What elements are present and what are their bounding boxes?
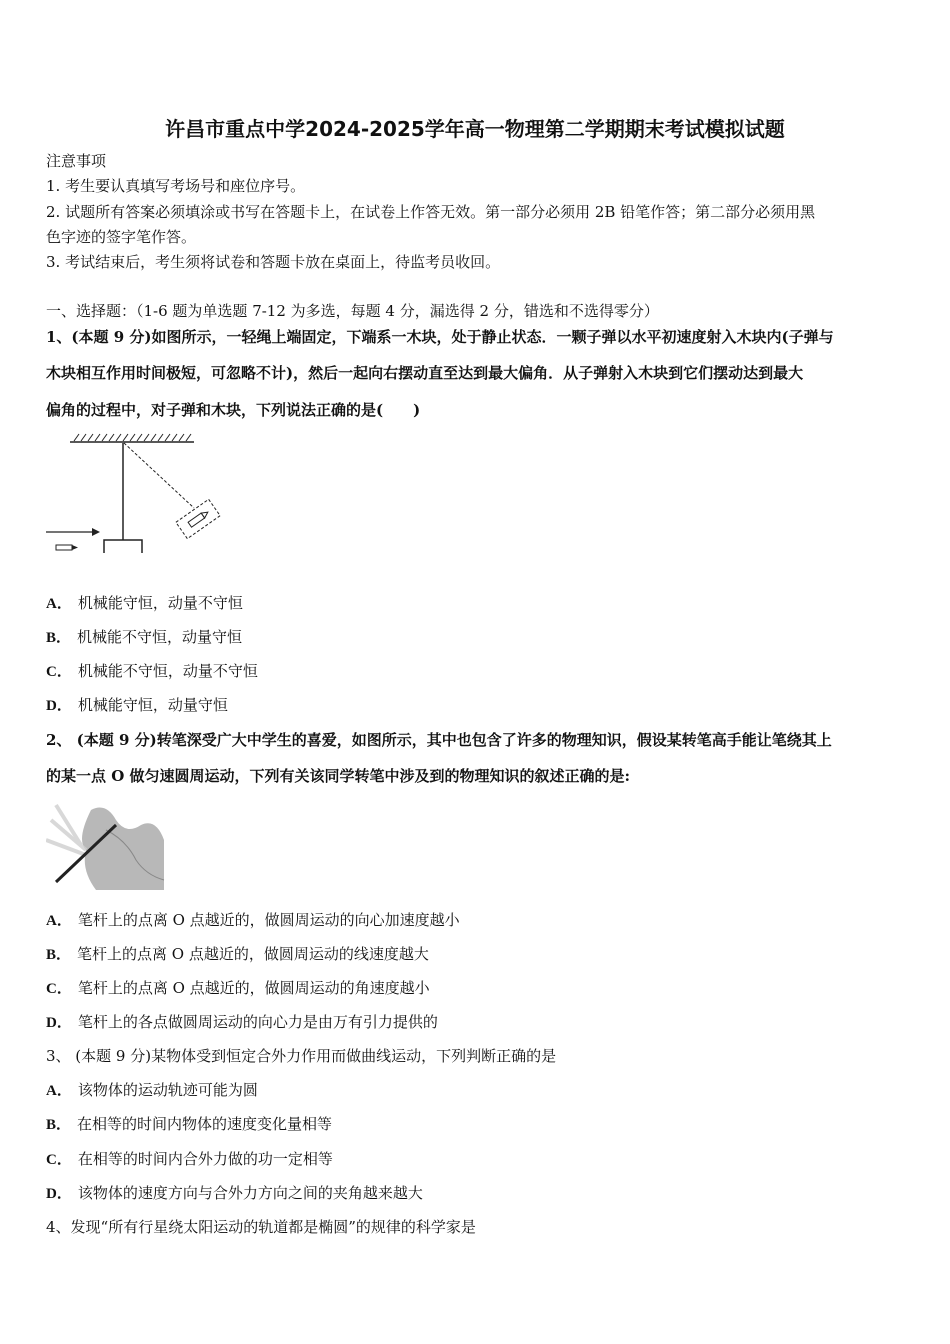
option-text: 该物体的速度方向与合外力方向之间的夹角越来越大 <box>77 1184 423 1202</box>
question-1-text: 1、(本题 9 分)如图所示，一轻绳上端固定，下端系一木块，处于静止状态．一颗子弹以水平初速度射入木块内(子弹与 <box>46 328 834 346</box>
option-text: 机械能守恒，动量不守恒 <box>77 594 243 612</box>
question-1-option-c <box>46 661 258 682</box>
option-text: 笔杆上的各点做圆周运动的向心力是由万有引力提供的 <box>77 1013 438 1031</box>
question-2-option-b <box>46 944 429 965</box>
option-text: 笔杆上的点离 O 点越近的，做圆周运动的角速度越小 <box>77 979 430 997</box>
pen-spinning-hand-photo <box>46 800 166 890</box>
option-text: 在相等的时间内合外力做的功一定相等 <box>77 1150 333 1168</box>
question-3-text: 3、 (本题 9 分)某物体受到恒定合外力作用而做曲线运动，下列判断正确的是 <box>46 1047 557 1065</box>
notice-heading: 注意事项 <box>46 152 107 170</box>
option-text: 笔杆上的点离 O 点越近的，做圆周运动的线速度越大 <box>77 945 429 963</box>
question-3-option-d <box>46 1183 423 1204</box>
option-text: 机械能守恒，动量守恒 <box>77 696 228 714</box>
question-2-option-c <box>46 978 430 999</box>
question-1-option-a <box>46 593 243 614</box>
question-3-option-c <box>46 1149 333 1170</box>
question-1-text: 木块相互作用时间极短，可忽略不计)，然后一起向右摆动直至达到最大偏角．从子弹射入木块到它们摆动达到最大 <box>46 364 804 382</box>
option-letter: A． <box>46 913 72 929</box>
option-text: 在相等的时间内物体的速度变化量相等 <box>77 1115 333 1133</box>
section-heading: 一、选择题：（1-6 题为单选题 7-12 为多选，每题 4 分，漏选得 2 分，错选和不选得零分） <box>46 302 659 320</box>
question-2-option-a <box>46 910 460 931</box>
notice-item: 1. 考生要认真填写考场号和座位序号。 <box>46 177 306 195</box>
option-letter: D． <box>46 1186 72 1202</box>
option-letter: B． <box>46 630 72 646</box>
question-1-option-d <box>46 695 228 716</box>
option-text: 该物体的运动轨迹可能为圆 <box>77 1081 258 1099</box>
question-2-text: 2、 (本题 9 分)转笔深受广大中学生的喜爱，如图所示，其中也包含了许多的物理知识，假设某转笔高手能让笔绕其上 <box>46 731 832 749</box>
question-4-text: 4、发现“所有行星绕太阳运动的轨道都是椭圆”的规律的科学家是 <box>46 1218 476 1236</box>
question-1-text: 偏角的过程中，对子弹和木块，下列说法正确的是( ) <box>46 401 421 419</box>
option-letter: A． <box>46 596 72 612</box>
question-1-option-b <box>46 627 242 648</box>
option-text: 机械能不守恒，动量不守恒 <box>77 662 258 680</box>
option-letter: D． <box>46 698 72 714</box>
option-text: 机械能不守恒，动量守恒 <box>77 628 243 646</box>
question-3-option-b <box>46 1114 332 1135</box>
option-letter: B． <box>46 947 72 963</box>
option-letter: C． <box>46 981 72 997</box>
question-2-option-d <box>46 1012 438 1033</box>
option-letter: A． <box>46 1083 72 1099</box>
question-2-text: 的某一点 O 做匀速圆周运动，下列有关该同学转笔中涉及到的物理知识的叙述正确的是: <box>46 767 631 785</box>
page-title: 许昌市重点中学2024-2025学年高一物理第二学期期末考试模拟试题 <box>165 117 785 141</box>
question-3-option-a <box>46 1080 258 1101</box>
notice-item: 2. 试题所有答案必须填涂或书写在答题卡上，在试卷上作答无效。第一部分必须用 2B 铅笔作答；第二部分必须用黑 <box>46 203 816 221</box>
option-letter: C． <box>46 664 72 680</box>
option-letter: D． <box>46 1015 72 1031</box>
option-letter: C． <box>46 1152 72 1168</box>
option-letter: B． <box>46 1117 72 1133</box>
notice-item: 色字迹的签字笔作答。 <box>46 228 197 246</box>
notice-item: 3. 考试结束后，考生须将试卷和答题卡放在桌面上，待监考员收回。 <box>46 253 501 271</box>
pendulum-bullet-figure <box>44 428 234 553</box>
option-text: 笔杆上的点离 O 点越近的，做圆周运动的向心加速度越小 <box>77 911 460 929</box>
